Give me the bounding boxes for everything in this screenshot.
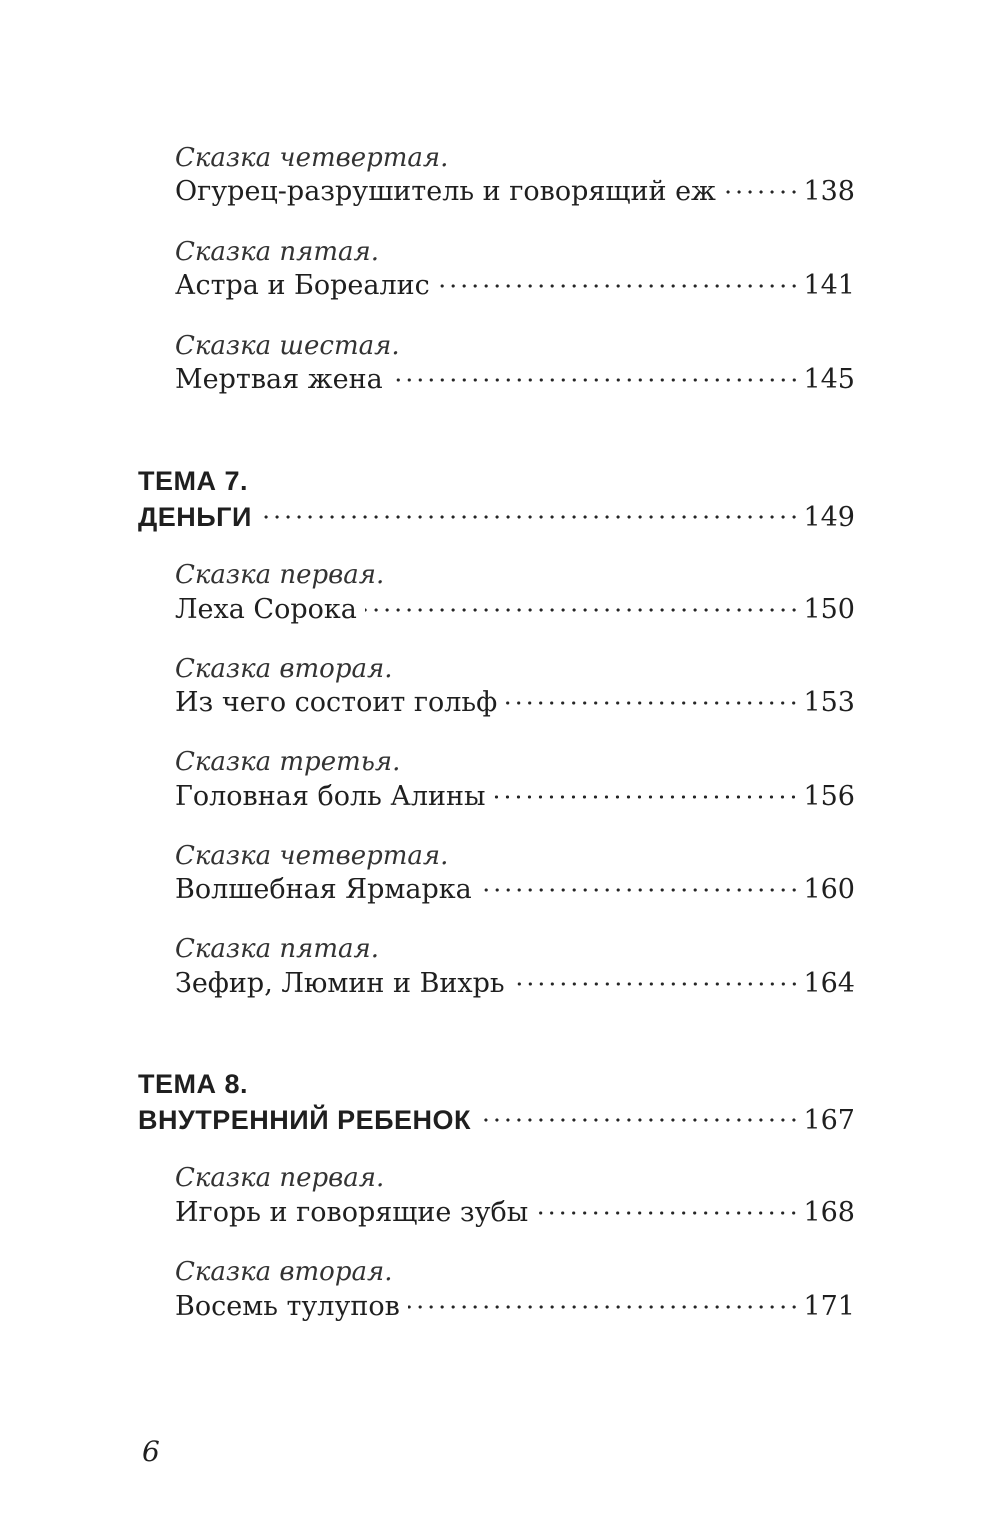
- page-number: 6: [142, 1435, 160, 1468]
- dot-leader: [438, 283, 800, 289]
- story-label-5: Сказка пятая.: [175, 237, 379, 267]
- toc-page-number: 164: [803, 968, 855, 999]
- dot-leader: [365, 607, 800, 613]
- toc-entry-title: Головная боль Алины: [175, 781, 486, 812]
- toc-entry-title: Леха Сорока: [175, 594, 357, 625]
- toc-entry-title: Мертвая жена: [175, 364, 383, 395]
- dot-leader: [260, 514, 800, 520]
- toc-page-number: 168: [803, 1197, 855, 1228]
- dot-leader: [480, 887, 800, 893]
- story-label-third: Сказка третья.: [175, 747, 401, 777]
- toc-entry-title: Восемь тулупов: [175, 1291, 400, 1322]
- toc-entry-title: Игорь и говорящие зубы: [175, 1197, 529, 1228]
- theme-title: ДЕНЬГИ: [138, 502, 252, 532]
- story-label-fourth: Сказка четвертая.: [175, 841, 449, 871]
- toc-theme-vnutrenniy-rebenok[interactable]: [138, 1100, 855, 1140]
- dot-leader: [391, 377, 800, 383]
- theme-title: ВНУТРЕННИЙ РЕБЕНОК: [138, 1105, 472, 1135]
- toc-entry-golovnaya-bol-aliny[interactable]: [175, 777, 855, 817]
- toc-page-number: 138: [803, 176, 855, 207]
- toc-page-number: 149: [803, 502, 855, 533]
- dot-leader: [408, 1304, 800, 1310]
- toc-entry-vosem-tulupov[interactable]: [175, 1287, 855, 1327]
- toc-entry-astra-i-borealis[interactable]: [175, 266, 855, 306]
- toc-entry-ogurets-razrushitel[interactable]: [175, 172, 855, 212]
- toc-entry-iz-chego-sostoit-golf[interactable]: [175, 683, 855, 723]
- toc-page-number: 145: [803, 364, 855, 395]
- toc-entry-title: Зефир, Люмин и Вихрь: [175, 968, 505, 999]
- story-label-4: Сказка четвертая.: [175, 143, 449, 173]
- story-label-6: Сказка шестая.: [175, 331, 400, 361]
- dot-leader: [479, 1117, 799, 1123]
- toc-page-number: 160: [803, 874, 855, 905]
- toc-page-number: 167: [803, 1105, 855, 1136]
- toc-page-number: 153: [803, 687, 855, 718]
- toc-page-number: 141: [803, 270, 855, 301]
- toc-entry-title: Огурец-разрушитель и говорящий еж: [175, 176, 716, 207]
- toc-entry-lekha-soroka[interactable]: [175, 590, 855, 630]
- theme-label-8: ТЕМА 8.: [138, 1069, 249, 1099]
- story-label-first: Сказка первая.: [175, 1163, 385, 1193]
- toc-entry-title: Астра и Бореалис: [175, 270, 430, 301]
- toc-entry-mertvaya-zhena[interactable]: [175, 360, 855, 400]
- toc-entry-title: Из чего состоит гольф: [175, 687, 498, 718]
- toc-page-number: 150: [803, 594, 855, 625]
- dot-leader: [724, 189, 800, 195]
- toc-page-number: 171: [803, 1291, 855, 1322]
- toc-theme-dengi[interactable]: [138, 497, 855, 537]
- toc-entry-title: Волшебная Ярмарка: [175, 874, 472, 905]
- story-label-second: Сказка вторая.: [175, 654, 393, 684]
- dot-leader: [536, 1210, 799, 1216]
- story-label-second: Сказка вторая.: [175, 1257, 393, 1287]
- toc-page-number: 156: [803, 781, 855, 812]
- dot-leader: [513, 981, 800, 987]
- dot-leader: [505, 700, 799, 706]
- story-label-first: Сказка первая.: [175, 560, 385, 590]
- theme-label-7: ТЕМА 7.: [138, 466, 249, 496]
- toc-entry-volshebnaya-yarmarka[interactable]: [175, 870, 855, 910]
- toc-entry-igor-i-govoryashchie-zuby[interactable]: [175, 1193, 855, 1233]
- dot-leader: [493, 794, 799, 800]
- toc-entry-zefir-lyumin-vikhr[interactable]: [175, 964, 855, 1004]
- story-label-fifth: Сказка пятая.: [175, 934, 379, 964]
